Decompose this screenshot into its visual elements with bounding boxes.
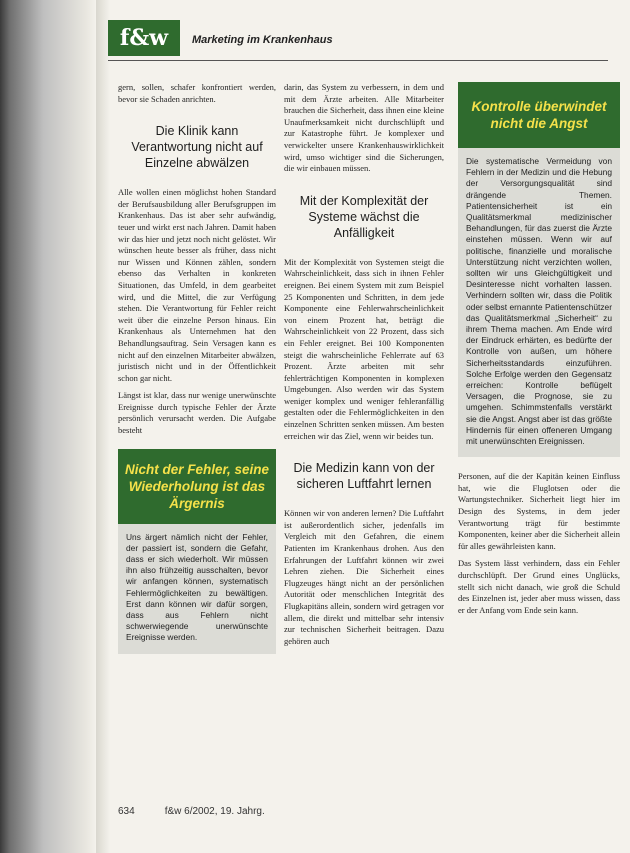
page-footer [118, 806, 265, 817]
column-2 [284, 82, 444, 653]
paragraph: gern, sollen, schafer konfrontiert werden, bevor sie Schaden anrichten. [118, 82, 276, 104]
highlight-box-title: Kontrolle überwindet nicht die Angst [458, 82, 620, 148]
paragraph: Alle wollen einen möglichst hohen Standard der Berufsausbildung aller Berufsgruppen im Krankenhaus. Das ist aber sehr aufwändig, teuer und wirkt erst nach Jahren. Damit haben wir das hier und jetzt noch nicht gelöstet. Wir wünschen heute besser als früher, dass nicht nur Wissen und Können zählen, sondern ebenso das Verhalten in konkreten Situationen, das Umfeld, in dem gearbeitet wird, und die Mittel, die zur Verfügung stehen. Die Verantwortung für Fehler reicht weit über die einzelne Person hinaus. Ein Krankenhaus als Unternehmen hat den Behandlungsauftrag. Sein Versagen kann es nicht auf den einzelnen Mitarbeiter abwälzen, juristisch nicht und in der Öffentlichkeit schon gar nicht. [118, 187, 276, 383]
header-rule [108, 60, 608, 61]
paragraph: Können wir von anderen lernen? Die Luftfahrt ist außerordentlich sicher, jedenfalls im Vergleich mit den Gefahren, die einem Patienten im Krankenhaus drohen. Aus den Erfahrungen der Luftfahrt können wir zwei Lehren ziehen. Die Sicherheit eines Flugzeuges hängt nicht an der persönlichen Autorität oder menschlichen Integrität des Flugkapitäns allein, sondern wird getragen vor allem, die direkt und mittelbar sehr intensiv zur technischen Sicherheit beitragen. Dazu gehören auch [284, 508, 444, 646]
subheading: Die Medizin kann von der sicheren Luftfahrt lernen [293, 461, 435, 492]
magazine-logo: f&w [108, 20, 180, 56]
page-edge [96, 0, 110, 853]
paragraph: Längst ist klar, dass nur wenige unerwünschte Ereignisse durch typische Fehler der Ärzte persönlich verursacht werden. Die Aufgabe besteht [118, 390, 276, 436]
subheading: Die Klinik kann Verantwortung nicht auf Einzelne abwälzen [131, 124, 263, 171]
issue-info: f&w 6/2002, 19. Jahrg. [164, 806, 265, 817]
paragraph: darin, das System zu verbessern, in dem und mit dem Ärzte arbeiten. Alle Mitarbeiter brauchen die Sicherheit, dass ihnen eine kleine Unaufmerksamkeit nicht durchschlüpft und zur Katastrophe führt. Je komplexer und verwickelter unsere Krankenhauswirklichkeit wird, umso wichtiger sind die Sicherungen, die wir einbauen müssen. [284, 82, 444, 174]
highlight-box-title: Nicht der Fehler, seine Wiederholung ist das Ärgernis [118, 449, 276, 524]
highlight-box [458, 148, 620, 457]
column-1 [118, 82, 276, 654]
highlight-box-text: Die systematische Vermeidung von Fehlern in der Medizin und die Hebung der Versorgungsqualität sind drängende Themen. Patientensicherheit ist ein Qualitätsmerkmal medizinischer Behandlungen, für das zuerst die Ärzte einstehen müssen. Wenn wir auf politische, finanzielle und moralische Unterstützung nicht verzichten wollen, sollten wir uns Gleichgültigkeit und Desinteresse nicht vorhalten lassen. Verhindern sollten wir, dass die Politik oder selbst ernannte Patientenschützer das Qualitätsmerkmal „Sicherheit“ zu ihrem Thema machen. Am Ende wird der Eindruck erhärten, es bedürfte der Kontrolle von außen, um höhere Sicherheitsstandards einzuführen. Solche Erfolge werden den Gegensatz erreichen: Kontrolle beflügelt Versagen, die Prognose, sie zu umgehen. Schimmstenfalls verstärkt sie die Angst. Angst aber ist das größte Hindernis für einen offeneren Umgang mit unerwünschten Ereignissen. [466, 156, 612, 447]
section-title: Marketing im Krankenhaus [192, 34, 333, 46]
paragraph: Das System lässt verhindern, dass ein Fehler durchschlüpft. Der Grund eines Unglücks, stellt sich nicht danach, wie groß die Schuld des Einzelnen ist, jeder aber muss wissen, dass er der Anfang vom Ende sein kann. [458, 558, 620, 615]
column-3 [458, 82, 620, 622]
highlight-box [118, 524, 276, 654]
page-number: 634 [118, 806, 135, 817]
book-binding-shadow [0, 0, 96, 853]
paragraph: Mit der Komplexität von Systemen steigt die Wahrscheinlichkeit, dass sich in ihnen Fehler ereignen. Bei einem System mit zum Beispiel 25 Komponenten und Schritten, in dem jede Komponente eine Fehlerwahrscheinlichkeit von einem Prozent hat, beträgt die Wahrscheinlichkeit von 22 Prozent, dass sich ein Fehler ereignet. Bei 100 Komponenten steigt die wahrscheinliche Fehlerrate auf 63 Prozent. Ärzte arbeiten mit sehr fehlerträchtigen Komponenten in komplexen Umgebungen. Also werden wir das System weniger komplex und weniger fehleranfällig gestalten oder die Fehlermöglichkeiten in den einzelnen Schritten senken müssen. Am besten erreichen wir das Ziel, wenn wir beides tun. [284, 256, 444, 441]
paragraph: Personen, auf die der Kapitän keinen Einfluss hat, wie die Fluglotsen oder die Wartungstechniker. Sicherheit liegt hier im Design des Systems, in dem jeder Verantwortung trägt für bestimmte Komponenten, keiner aber die Sicherheit allein für alles gewährleisten kann. [458, 471, 620, 551]
highlight-box-text: Uns ärgert nämlich nicht der Fehler, der passiert ist, sondern die Gefahr, dass er sich wiederholt. Wir müssen ihn also frühzeitig ausschalten, bevor wir anfangen können, systematisch Fehlermöglichkeiten zu bewältigen. Erst dann können wir dafür sorgen, dass aus Fehlern nicht schwerwiegende unerwünschte Ereignisse werden. [126, 531, 268, 643]
subheading: Mit der Komplexität der Systeme wächst die Anfälligkeit [299, 193, 429, 240]
